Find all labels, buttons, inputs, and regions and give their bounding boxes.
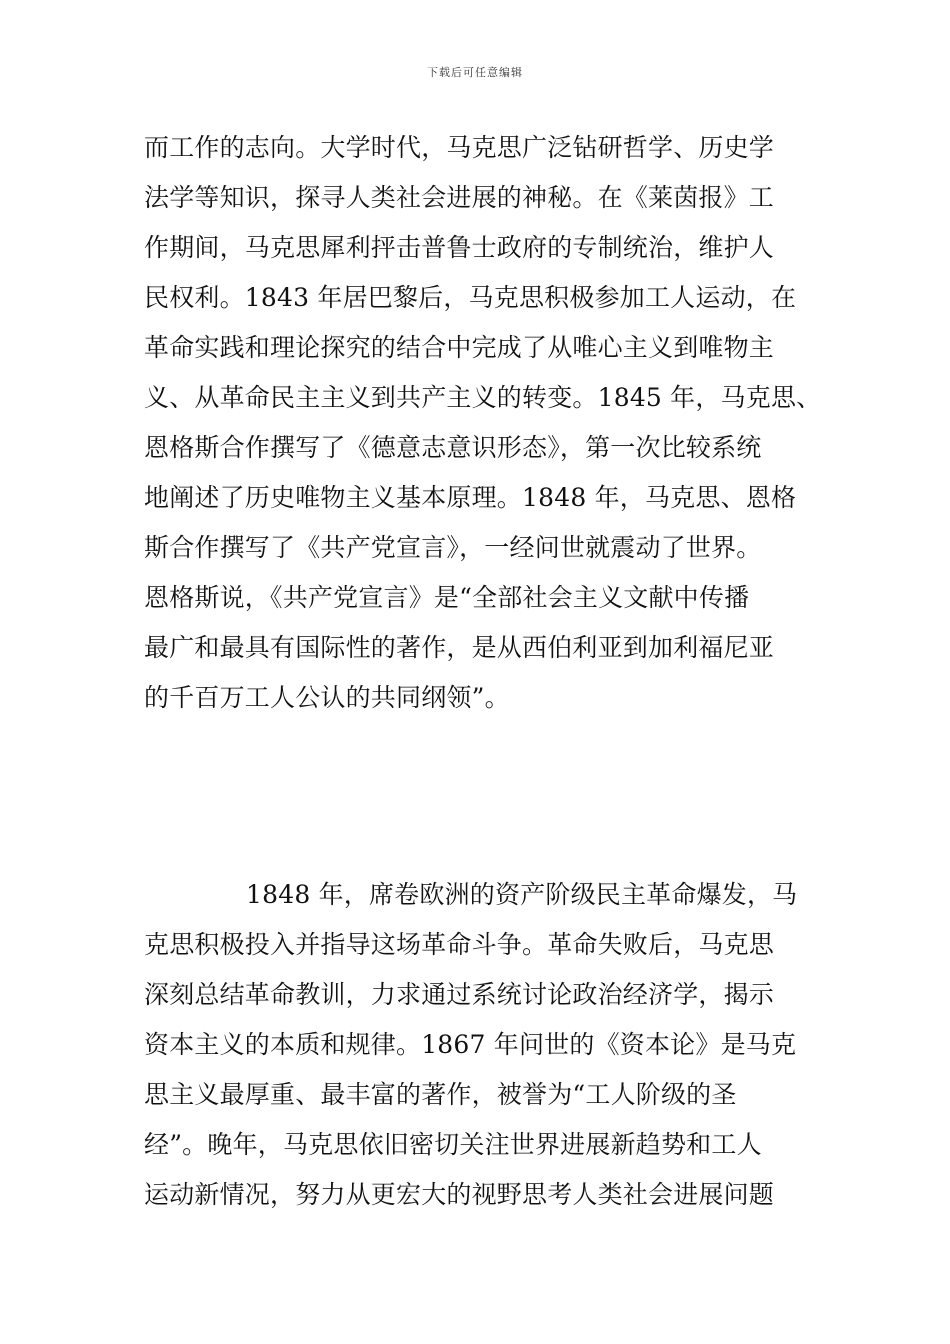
text-line: 运动新情况，努力从更宏大的视野思考人类社会进展问题 <box>144 1180 775 1209</box>
text-line: 的千百万工人公认的共同纲领”。 <box>144 683 510 712</box>
text-line: 地阐述了历史唯物主义基本原理。1848 年，马克思、恩格 <box>144 483 797 512</box>
text-line: 经”。晚年，马克思依旧密切关注世界进展新趋势和工人 <box>144 1130 762 1159</box>
text-line: 革命实践和理论探究的结合中完成了从唯心主义到唯物主 <box>144 333 775 362</box>
text-line: 而工作的志向。大学时代，马克思广泛钻研哲学、历史学 <box>144 133 775 162</box>
text-line: 恩格斯合作撰写了《德意志意识形态》，第一次比较系统 <box>144 433 762 462</box>
text-line: 民权利。1843 年居巴黎后，马克思积极参加工人运动，在 <box>144 283 797 312</box>
text-line: 斯合作撰写了《共产党宣言》，一经问世就震动了世界。 <box>144 533 762 562</box>
text-line: 资本主义的本质和规律。1867 年问世的《资本论》是马克 <box>144 1030 797 1059</box>
text-line: 义、从革命民主主义到共产主义的转变。1845 年，马克思、 <box>144 383 822 412</box>
text-line: 法学等知识，探寻人类社会进展的神秘。在《莱茵报》工 <box>144 183 775 212</box>
text-line: 克思积极投入并指导这场革命斗争。革命失败后，马克思 <box>144 930 775 959</box>
page-header: 下载后可任意编辑 <box>427 66 523 79</box>
text-line: 作期间，马克思犀利抨击普鲁士政府的专制统治，维护人 <box>144 233 775 262</box>
text-line: 恩格斯说，《共产党宣言》是“全部社会主义文献中传播 <box>144 583 750 612</box>
text-line: 1848 年，席卷欧洲的资产阶级民主革命爆发，马 <box>246 880 798 909</box>
text-line: 最广和最具有国际性的著作，是从西伯利亚到加利福尼亚 <box>144 633 775 662</box>
text-line: 思主义最厚重、最丰富的著作，被誉为“工人阶级的圣 <box>144 1080 737 1109</box>
text-line: 深刻总结革命教训，力求通过系统讨论政治经济学，揭示 <box>144 980 775 1009</box>
